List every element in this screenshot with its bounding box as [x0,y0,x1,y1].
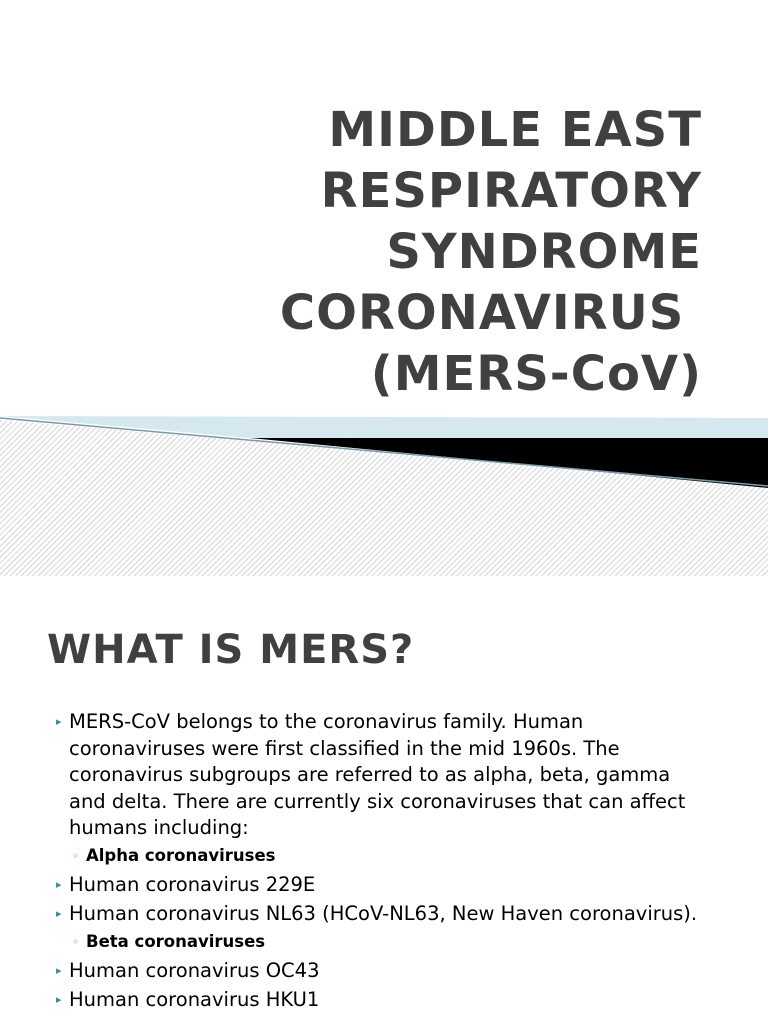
sub-bullet-text: Beta coronaviruses [86,931,266,951]
triangle-bullet-icon: ▸ [56,877,62,891]
title-line: RESPIRATORY [320,163,702,219]
bullet-text: MERS-CoV belongs to the coronavirus family. Human coronaviruses were first classified in the mid 1960s. The coronavirus subgroups are referred to as alpha, beta, gamma and delta. There are currently six coronaviruses that can affect humans including: [69,710,686,839]
bullet-item [0,901,768,928]
bullet-item [0,958,768,985]
triangle-bullet-icon: ▸ [56,993,62,1006]
title-line: MIDDLE EAST [328,102,702,158]
bullet-text: Human coronavirus 229E [69,872,316,896]
bullet-item [0,987,768,1014]
triangle-bullet-icon: ▸ [56,963,62,977]
bullet-text: Human coronavirus HKU1 [69,988,320,1011]
triangle-bullet-icon: ▸ [56,907,62,920]
content-slide [0,584,768,1024]
decorative-wave-banner [0,410,768,576]
slide-title [62,100,702,405]
title-line: SYNDROME [386,224,702,280]
slide-separator [0,576,768,584]
bullet-item [0,872,768,899]
slide-heading: WHAT IS MERS? [47,627,415,673]
title-line: (MERS-CoV) [370,346,702,402]
title-line: CORONAVIRUS [279,285,702,341]
circle-bullet-icon: ◦ [72,934,80,949]
sub-bullet-text: Alpha coronaviruses [86,845,276,865]
circle-bullet-icon: ◦ [72,848,80,863]
bullet-list [0,709,768,1017]
bullet-item [0,709,768,842]
sub-bullet-item [0,845,768,867]
bullet-text: Human coronavirus OC43 [69,958,320,982]
triangle-bullet-icon: ▸ [56,715,62,728]
sub-bullet-item [0,931,768,953]
bullet-text: Human coronavirus NL63 (HCoV-NL63, New Haven coronavirus). [69,902,698,925]
